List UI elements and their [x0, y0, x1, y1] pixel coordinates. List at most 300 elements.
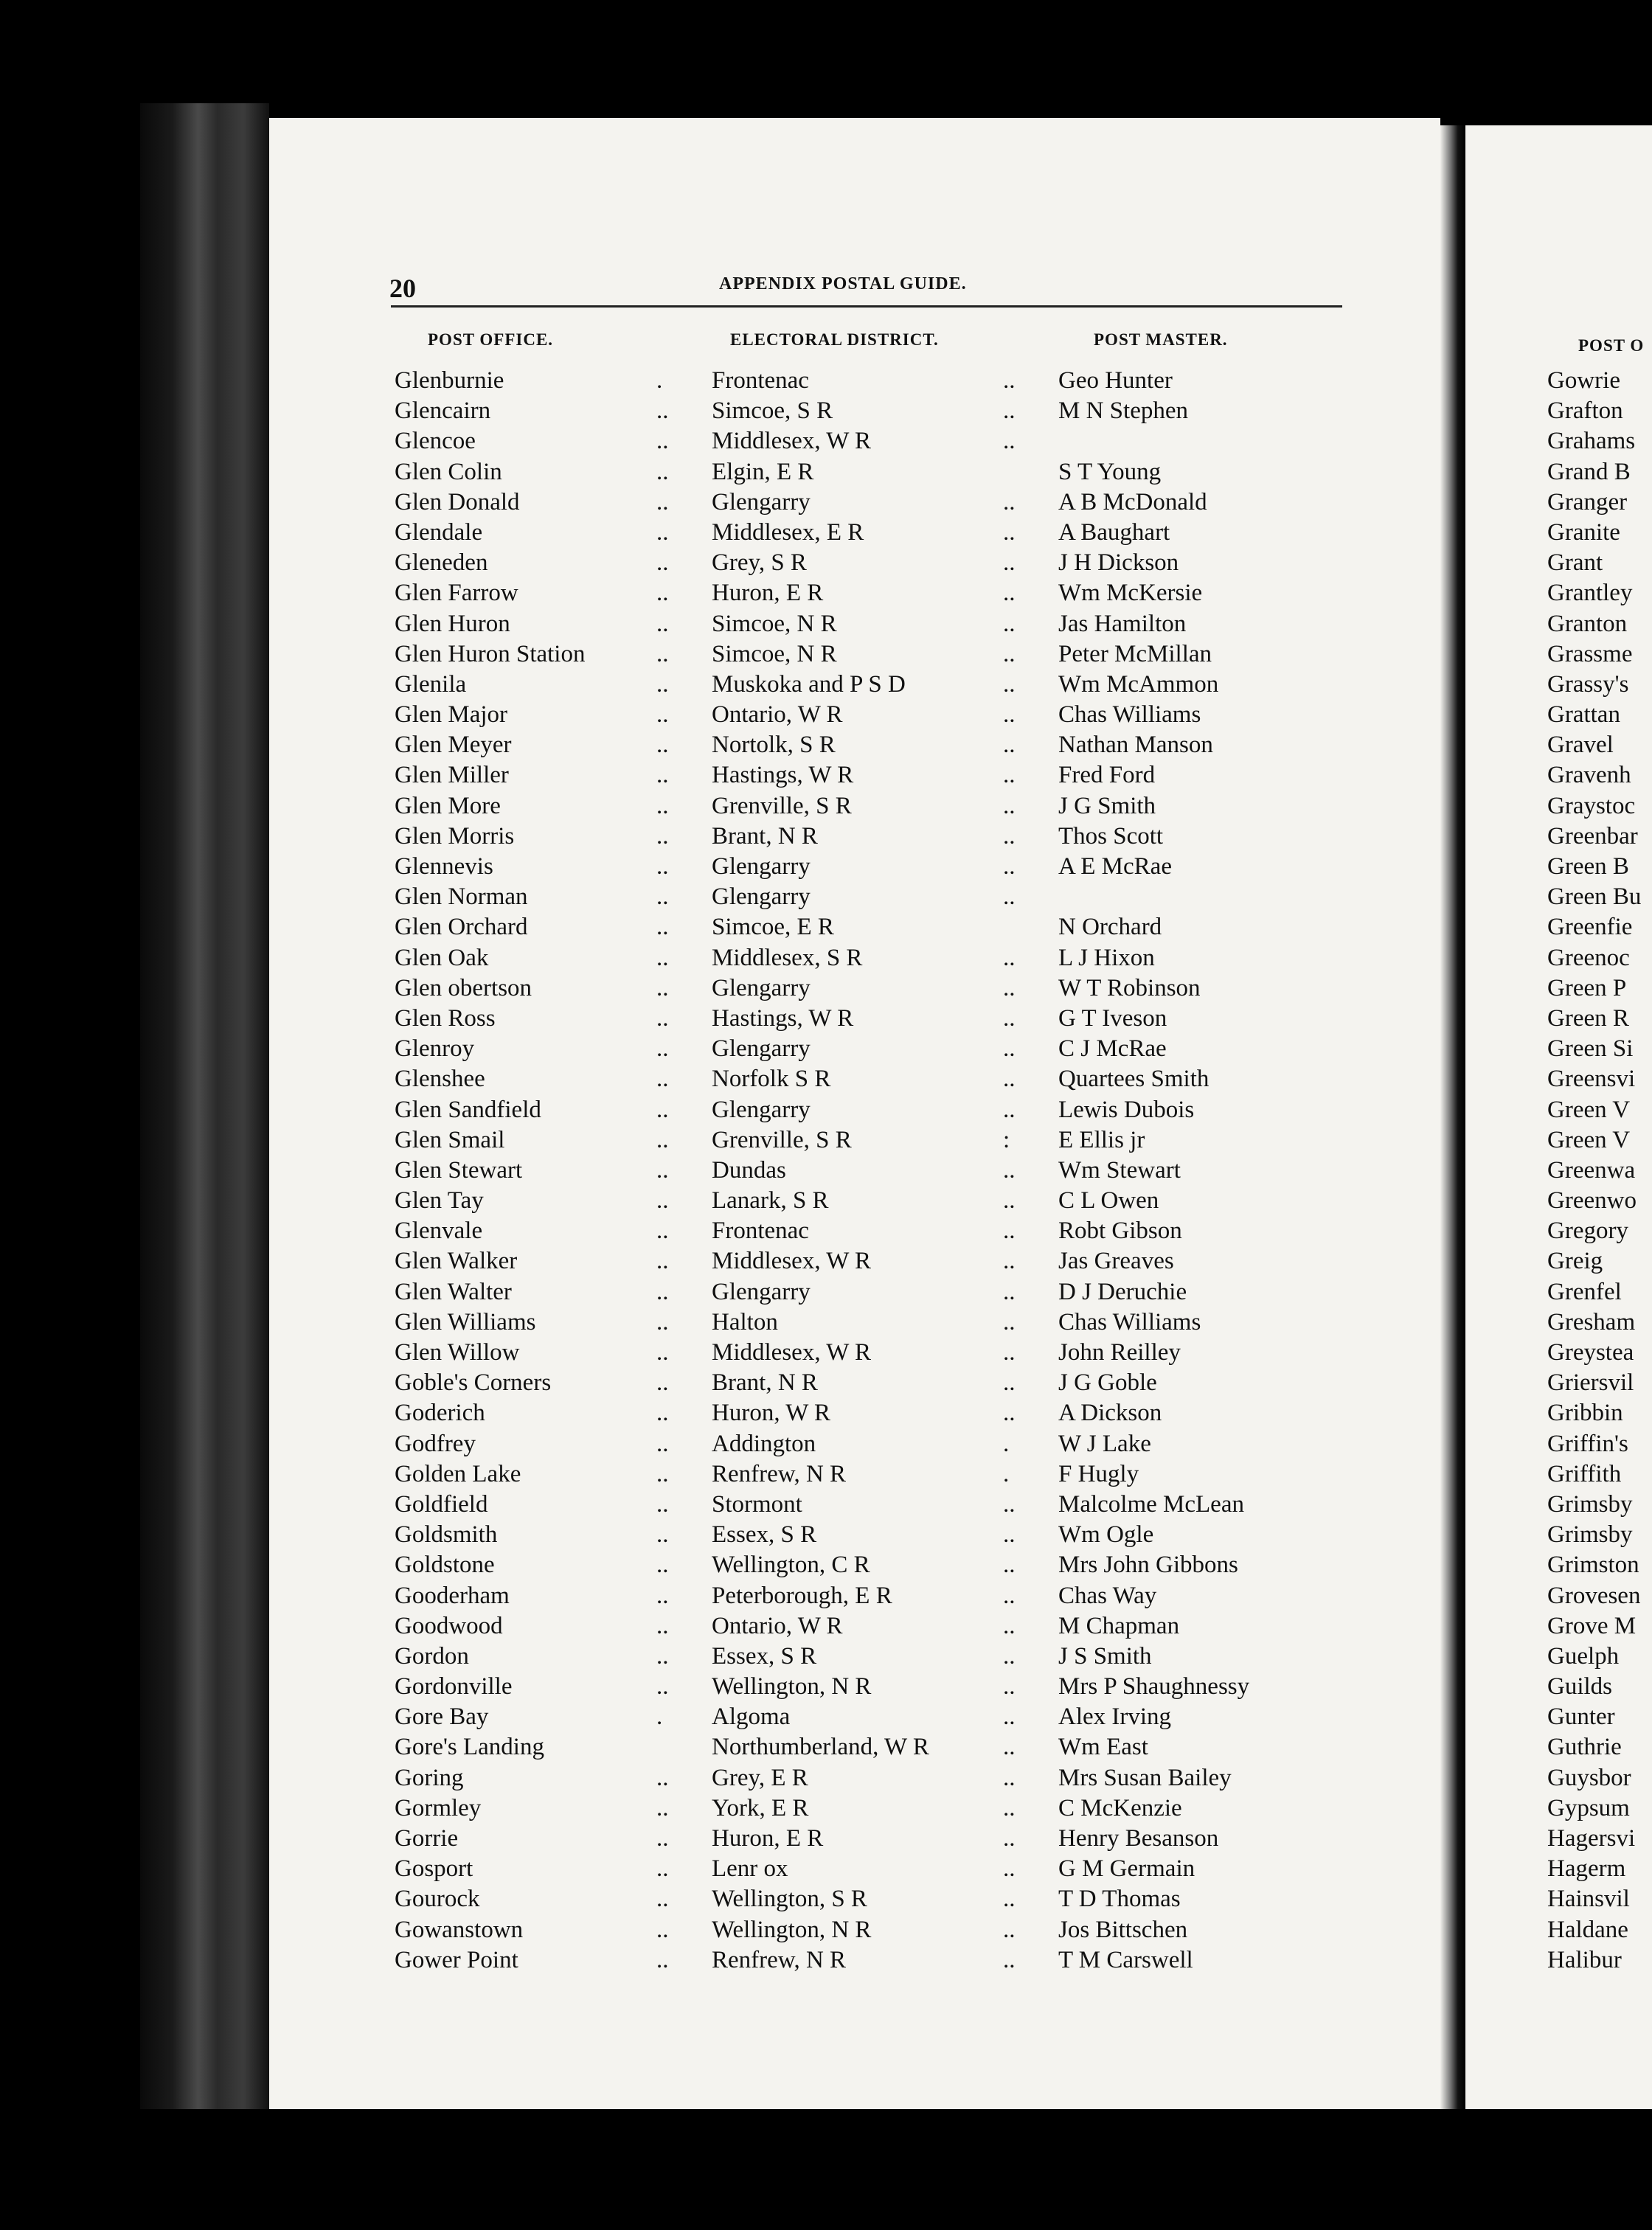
facing-page-list: [1547, 366, 1652, 1976]
facing-list-item: Grafton: [1547, 397, 1623, 425]
electoral-district: Halton: [712, 1308, 778, 1335]
list-item: [391, 1732, 1350, 1762]
leader-dots: ..: [1003, 670, 1016, 698]
leader-dots: ..: [656, 792, 669, 819]
leader-dots: ..: [656, 640, 669, 667]
post-office-name: Glen Orchard: [395, 914, 528, 941]
leader-dots: ..: [656, 1004, 669, 1032]
list-item: [391, 822, 1350, 852]
facing-list-item: Gunter: [1547, 1703, 1615, 1731]
list-item: [391, 609, 1350, 639]
facing-list-item: Guysbor: [1547, 1764, 1631, 1791]
leader-dots: ..: [656, 488, 669, 515]
facing-list-item: Gowrie: [1547, 367, 1620, 394]
post-master-name: Peter McMillan: [1058, 640, 1212, 667]
list-item: [391, 1307, 1350, 1338]
electoral-district: Ontario, W R: [712, 1612, 843, 1639]
post-master-name: L J Hixon: [1058, 944, 1155, 971]
electoral-district: Glengarry: [712, 1096, 811, 1123]
facing-list-item: Gribbin: [1547, 1400, 1623, 1427]
list-item: [391, 1398, 1350, 1428]
list-item: [391, 1186, 1350, 1216]
post-office-name: Goldsmith: [395, 1521, 498, 1549]
facing-list-item: Hagerm: [1547, 1855, 1626, 1883]
post-office-name: Gooderham: [395, 1582, 510, 1609]
electoral-district: Middlesex, E R: [712, 518, 864, 546]
electoral-district: Huron, E R: [712, 1825, 824, 1852]
facing-list-item: Hagersvi: [1547, 1825, 1636, 1852]
facing-list-item: Grimsby: [1547, 1521, 1633, 1549]
facing-list-item: Grant: [1547, 549, 1603, 577]
facing-list-item: Green V: [1547, 1096, 1631, 1123]
electoral-district: Grey, E R: [712, 1764, 808, 1791]
list-item: [391, 366, 1350, 396]
electoral-district: Middlesex, S R: [712, 944, 863, 971]
post-master-name: Jas Hamilton: [1058, 610, 1187, 637]
list-item: [391, 426, 1350, 456]
post-master-name: Mrs Susan Bailey: [1058, 1764, 1232, 1791]
list-item: [391, 1368, 1350, 1398]
leader-dots: ..: [1003, 1400, 1016, 1427]
list-item: [391, 457, 1350, 487]
electoral-district: Simcoe, E R: [712, 914, 834, 941]
leader-dots: ..: [1003, 1035, 1016, 1063]
leader-dots: ..: [1003, 853, 1016, 880]
post-office-name: Glen Stewart: [395, 1156, 523, 1184]
list-item: [391, 1672, 1350, 1702]
leader-dots: ..: [1003, 1946, 1016, 1973]
leader-dots: ..: [1003, 488, 1016, 515]
facing-list-item: Guthrie: [1547, 1734, 1622, 1761]
post-master-name: Lewis Dubois: [1058, 1096, 1195, 1123]
leader-dots: ..: [1003, 397, 1016, 425]
leader-dots: .: [1003, 1460, 1010, 1487]
electoral-district: Hastings, W R: [712, 762, 854, 789]
facing-list-item: Guilds: [1547, 1673, 1613, 1701]
list-item: [391, 1702, 1350, 1732]
leader-dots: ..: [1003, 1096, 1016, 1123]
post-master-name: Geo Hunter: [1058, 367, 1173, 394]
electoral-district: Middlesex, W R: [712, 1339, 872, 1366]
post-master-name: E Ellis jr: [1058, 1126, 1145, 1153]
post-office-name: Glennevis: [395, 853, 493, 880]
column-header-post-office: POST OFFICE.: [428, 330, 554, 349]
facing-list-item: Grahams: [1547, 428, 1636, 455]
leader-dots: ..: [656, 1946, 669, 1973]
post-master-name: J G Goble: [1058, 1369, 1157, 1397]
leader-dots: ..: [1003, 1308, 1016, 1335]
post-master-name: W J Lake: [1058, 1430, 1151, 1457]
list-item: [391, 1824, 1350, 1854]
facing-list-item: Hainsvil: [1547, 1886, 1630, 1913]
electoral-district: Wellington, C R: [712, 1552, 870, 1579]
list-item: [391, 1216, 1350, 1246]
leader-dots: ..: [1003, 549, 1016, 577]
leader-dots: ..: [1003, 580, 1016, 607]
leader-dots: ..: [1003, 1642, 1016, 1670]
list-item: [391, 1854, 1350, 1884]
list-item: [391, 1884, 1350, 1914]
leader-dots: ..: [656, 1248, 669, 1275]
leader-dots: ..: [656, 1855, 669, 1883]
post-master-name: Quartees Smith: [1058, 1066, 1210, 1093]
leader-dots: ..: [656, 1278, 669, 1305]
post-office-name: Glenila: [395, 670, 467, 698]
facing-list-item: Grovesen: [1547, 1582, 1641, 1609]
leader-dots: ..: [656, 762, 669, 789]
electoral-district: Simcoe, N R: [712, 640, 837, 667]
electoral-district: Grenville, S R: [712, 792, 852, 819]
electoral-district: Huron, E R: [712, 580, 824, 607]
leader-dots: .: [656, 1703, 663, 1731]
facing-list-item: Grantley: [1547, 580, 1633, 607]
facing-list-item: Greenbar: [1547, 822, 1638, 850]
post-master-name: C J McRae: [1058, 1035, 1167, 1063]
leader-dots: ..: [656, 1552, 669, 1579]
list-item: [391, 1763, 1350, 1793]
post-office-name: Glen Walter: [395, 1278, 512, 1305]
facing-list-item: Grenfel: [1547, 1278, 1622, 1305]
post-master-name: Fred Ford: [1058, 762, 1156, 789]
leader-dots: ..: [656, 974, 669, 1001]
post-office-name: Glen Oak: [395, 944, 489, 971]
post-master-name: C McKenzie: [1058, 1794, 1182, 1821]
leader-dots: ..: [656, 732, 669, 759]
facing-list-item: Griffith: [1547, 1460, 1622, 1487]
post-master-name: Thos Scott: [1058, 822, 1164, 850]
facing-list-item: Granton: [1547, 610, 1628, 637]
electoral-district: Lanark, S R: [712, 1187, 829, 1215]
post-office-name: Glencairn: [395, 397, 491, 425]
post-master-name: W T Robinson: [1058, 974, 1201, 1001]
post-office-name: Glen Huron Station: [395, 640, 586, 667]
leader-dots: ..: [1003, 974, 1016, 1001]
electoral-district: Grenville, S R: [712, 1126, 852, 1153]
list-item: [391, 548, 1350, 578]
post-master-name: Nathan Manson: [1058, 732, 1213, 759]
leader-dots: ..: [656, 822, 669, 850]
leader-dots: ..: [1003, 1369, 1016, 1397]
electoral-district: Simcoe, N R: [712, 610, 837, 637]
electoral-district: Brant, N R: [712, 1369, 818, 1397]
post-office-name: Glen Tay: [395, 1187, 484, 1215]
leader-dots: ..: [1003, 1582, 1016, 1609]
post-master-name: Chas Way: [1058, 1582, 1157, 1609]
electoral-district: Frontenac: [712, 1218, 809, 1245]
list-item: [391, 760, 1350, 791]
facing-list-item: Green P: [1547, 974, 1627, 1001]
electoral-district: Addington: [712, 1430, 816, 1457]
leader-dots: ..: [1003, 1916, 1016, 1943]
electoral-district: Lenr ox: [712, 1855, 788, 1883]
post-office-list: [391, 366, 1350, 1976]
list-item: [391, 973, 1350, 1004]
list-item: [391, 670, 1350, 700]
facing-list-item: Granger: [1547, 488, 1628, 515]
list-item: [391, 578, 1350, 608]
leader-dots: ..: [656, 1490, 669, 1518]
leader-dots: ..: [656, 549, 669, 577]
electoral-district: Ontario, W R: [712, 701, 843, 729]
post-office-name: Gore Bay: [395, 1703, 489, 1731]
post-office-name: Godfrey: [395, 1430, 476, 1457]
electoral-district: Glengarry: [712, 488, 811, 515]
facing-list-item: Green Si: [1547, 1035, 1634, 1063]
electoral-district: Stormont: [712, 1490, 802, 1518]
electoral-district: Wellington, N R: [712, 1673, 872, 1701]
facing-list-item: Grove M: [1547, 1612, 1637, 1639]
leader-dots: :: [1003, 1126, 1010, 1153]
post-office-name: Gowanstown: [395, 1916, 524, 1943]
list-item: [391, 791, 1350, 822]
list-item: [391, 1459, 1350, 1490]
list-item: [391, 518, 1350, 548]
list-item: [391, 1550, 1350, 1580]
electoral-district: Glengarry: [712, 853, 811, 880]
leader-dots: ..: [656, 853, 669, 880]
list-item: [391, 943, 1350, 973]
list-item: [391, 1793, 1350, 1824]
facing-list-item: Greenwo: [1547, 1187, 1637, 1215]
list-item: [391, 1611, 1350, 1642]
post-master-name: Wm East: [1058, 1734, 1148, 1761]
leader-dots: ..: [656, 1582, 669, 1609]
leader-dots: ..: [656, 1916, 669, 1943]
post-office-name: Gosport: [395, 1855, 473, 1883]
post-office-name: Glenvale: [395, 1218, 483, 1245]
facing-list-item: Greenwa: [1547, 1156, 1636, 1184]
post-master-name: Wm McKersie: [1058, 580, 1203, 607]
list-item: [391, 912, 1350, 942]
facing-list-item: Greensvi: [1547, 1066, 1636, 1093]
post-master-name: S T Young: [1058, 458, 1162, 485]
post-master-name: Henry Besanson: [1058, 1825, 1219, 1852]
post-master-name: Wm McAmmon: [1058, 670, 1219, 698]
electoral-district: Renfrew, N R: [712, 1946, 847, 1973]
facing-list-item: Green R: [1547, 1004, 1629, 1032]
electoral-district: Glengarry: [712, 974, 811, 1001]
post-office-name: Glen Norman: [395, 883, 528, 911]
leader-dots: ..: [1003, 1794, 1016, 1821]
electoral-district: Nortolk, S R: [712, 732, 836, 759]
list-item: [391, 1338, 1350, 1368]
facing-list-item: Grimston: [1547, 1552, 1639, 1579]
leader-dots: ..: [1003, 822, 1016, 850]
facing-list-item: Graystoc: [1547, 792, 1636, 819]
post-office-name: Glenburnie: [395, 367, 504, 394]
leader-dots: ..: [1003, 428, 1016, 455]
leader-dots: ..: [656, 1035, 669, 1063]
list-item: [391, 1004, 1350, 1034]
post-master-name: N Orchard: [1058, 914, 1162, 941]
electoral-district: Frontenac: [712, 367, 809, 394]
post-office-name: Glen Williams: [395, 1308, 536, 1335]
list-item: [391, 730, 1350, 760]
facing-column-header: POST O: [1578, 336, 1645, 355]
leader-dots: ..: [1003, 1825, 1016, 1852]
post-master-name: M N Stephen: [1058, 397, 1188, 425]
post-master-name: T M Carswell: [1058, 1946, 1193, 1973]
leader-dots: ..: [1003, 701, 1016, 729]
post-master-name: C L Owen: [1058, 1187, 1159, 1215]
leader-dots: ..: [656, 518, 669, 546]
electoral-district: Brant, N R: [712, 822, 818, 850]
post-office-name: Glen Donald: [395, 488, 520, 515]
leader-dots: ..: [656, 883, 669, 911]
leader-dots: ..: [656, 1218, 669, 1245]
list-item: [391, 1095, 1350, 1125]
electoral-district: Norfolk S R: [712, 1066, 831, 1093]
post-office-name: Goldfield: [395, 1490, 488, 1518]
leader-dots: ..: [656, 1126, 669, 1153]
post-master-name: F Hugly: [1058, 1460, 1139, 1487]
leader-dots: ..: [656, 1369, 669, 1397]
electoral-district: Grey, S R: [712, 549, 807, 577]
list-item: [391, 1520, 1350, 1550]
leader-dots: ..: [656, 1430, 669, 1457]
column-header-electoral-district: ELECTORAL DISTRICT.: [730, 330, 939, 349]
post-office-name: Glen Colin: [395, 458, 502, 485]
leader-dots: ..: [656, 397, 669, 425]
electoral-district: Dundas: [712, 1156, 786, 1184]
post-office-name: Glen Smail: [395, 1126, 505, 1153]
leader-dots: ..: [1003, 1855, 1016, 1883]
electoral-district: Wellington, S R: [712, 1886, 867, 1913]
post-office-name: Goderich: [395, 1400, 485, 1427]
leader-dots: .: [1003, 1430, 1010, 1457]
post-master-name: Robt Gibson: [1058, 1218, 1182, 1245]
post-master-name: Wm Stewart: [1058, 1156, 1181, 1184]
electoral-district: Essex, S R: [712, 1521, 817, 1549]
leader-dots: ..: [656, 701, 669, 729]
post-office-name: Glen Meyer: [395, 732, 512, 759]
post-office-name: Goring: [395, 1764, 464, 1791]
facing-list-item: Gregory: [1547, 1218, 1628, 1245]
book-spine-edge: [140, 103, 269, 2109]
leader-dots: ..: [656, 1673, 669, 1701]
leader-dots: .: [656, 367, 663, 394]
list-item: [391, 1064, 1350, 1094]
post-office-name: Glenshee: [395, 1066, 485, 1093]
facing-list-item: Grassme: [1547, 640, 1633, 667]
leader-dots: ..: [1003, 883, 1016, 911]
electoral-district: Huron, W R: [712, 1400, 831, 1427]
leader-dots: ..: [656, 1612, 669, 1639]
list-item: [391, 1246, 1350, 1276]
leader-dots: ..: [656, 1400, 669, 1427]
post-office-name: Glen More: [395, 792, 501, 819]
post-master-name: A Dickson: [1058, 1400, 1162, 1427]
facing-list-item: Granite: [1547, 518, 1620, 546]
leader-dots: ..: [656, 1156, 669, 1184]
post-office-name: Glencoe: [395, 428, 476, 455]
leader-dots: ..: [1003, 1673, 1016, 1701]
leader-dots: ..: [1003, 518, 1016, 546]
leader-dots: ..: [656, 1764, 669, 1791]
leader-dots: ..: [1003, 1278, 1016, 1305]
post-office-name: Glen Miller: [395, 762, 509, 789]
facing-list-item: Gravenh: [1547, 762, 1631, 789]
list-item: [391, 852, 1350, 882]
leader-dots: ..: [656, 1825, 669, 1852]
facing-list-item: Gypsum: [1547, 1794, 1630, 1821]
facing-list-item: Gravel: [1547, 732, 1614, 759]
electoral-district: Glengarry: [712, 883, 811, 911]
list-item: [391, 396, 1350, 426]
post-master-name: J S Smith: [1058, 1642, 1152, 1670]
electoral-district: Northumberland, W R: [712, 1734, 929, 1761]
facing-list-item: Grassy's: [1547, 670, 1629, 698]
leader-dots: ..: [1003, 610, 1016, 637]
electoral-district: Algoma: [712, 1703, 791, 1731]
post-master-name: T D Thomas: [1058, 1886, 1181, 1913]
facing-list-item: Grattan: [1547, 701, 1620, 729]
facing-list-item: Grimsby: [1547, 1490, 1633, 1518]
leader-dots: ..: [1003, 1886, 1016, 1913]
list-item: [391, 639, 1350, 670]
post-master-name: A E McRae: [1058, 853, 1172, 880]
leader-dots: ..: [656, 1794, 669, 1821]
leader-dots: ..: [1003, 1612, 1016, 1639]
facing-list-item: Green Bu: [1547, 883, 1642, 911]
list-item: [391, 1277, 1350, 1307]
post-office-name: Glen Huron: [395, 610, 510, 637]
post-master-name: G M Germain: [1058, 1855, 1195, 1883]
leader-dots: ..: [1003, 1218, 1016, 1245]
list-item: [391, 1581, 1350, 1611]
leader-dots: ..: [1003, 1339, 1016, 1366]
post-master-name: Chas Williams: [1058, 1308, 1201, 1335]
list-item: [391, 700, 1350, 730]
leader-dots: ..: [1003, 1490, 1016, 1518]
post-office-name: Goble's Corners: [395, 1369, 552, 1397]
post-master-name: D J Deruchie: [1058, 1278, 1187, 1305]
leader-dots: ..: [656, 1066, 669, 1093]
post-office-name: Glen obertson: [395, 974, 532, 1001]
page-gutter: [1440, 125, 1465, 2109]
post-master-name: M Chapman: [1058, 1612, 1180, 1639]
electoral-district: Glengarry: [712, 1278, 811, 1305]
list-item: [391, 1429, 1350, 1459]
leader-dots: ..: [1003, 792, 1016, 819]
electoral-district: Wellington, N R: [712, 1916, 872, 1943]
leader-dots: ..: [1003, 1552, 1016, 1579]
leader-dots: ..: [656, 1096, 669, 1123]
electoral-district: Hastings, W R: [712, 1004, 854, 1032]
electoral-district: Simcoe, S R: [712, 397, 833, 425]
post-office-name: Gormley: [395, 1794, 482, 1821]
post-office-name: Glenroy: [395, 1035, 475, 1063]
leader-dots: ..: [1003, 762, 1016, 789]
electoral-district: Renfrew, N R: [712, 1460, 847, 1487]
post-office-name: Goldstone: [395, 1552, 495, 1579]
post-master-name: Wm Ogle: [1058, 1521, 1154, 1549]
leader-dots: ..: [656, 1521, 669, 1549]
post-master-name: G T Iveson: [1058, 1004, 1167, 1032]
post-master-name: J G Smith: [1058, 792, 1156, 819]
post-master-name: Alex Irving: [1058, 1703, 1172, 1731]
leader-dots: ..: [1003, 1764, 1016, 1791]
post-master-name: Chas Williams: [1058, 701, 1201, 729]
leader-dots: ..: [656, 1642, 669, 1670]
electoral-district: Glengarry: [712, 1035, 811, 1063]
post-office-name: Glen Walker: [395, 1248, 518, 1275]
leader-dots: ..: [656, 1339, 669, 1366]
leader-dots: ..: [656, 428, 669, 455]
electoral-district: Essex, S R: [712, 1642, 817, 1670]
column-header-post-master: POST MASTER.: [1094, 330, 1228, 349]
leader-dots: ..: [1003, 1004, 1016, 1032]
